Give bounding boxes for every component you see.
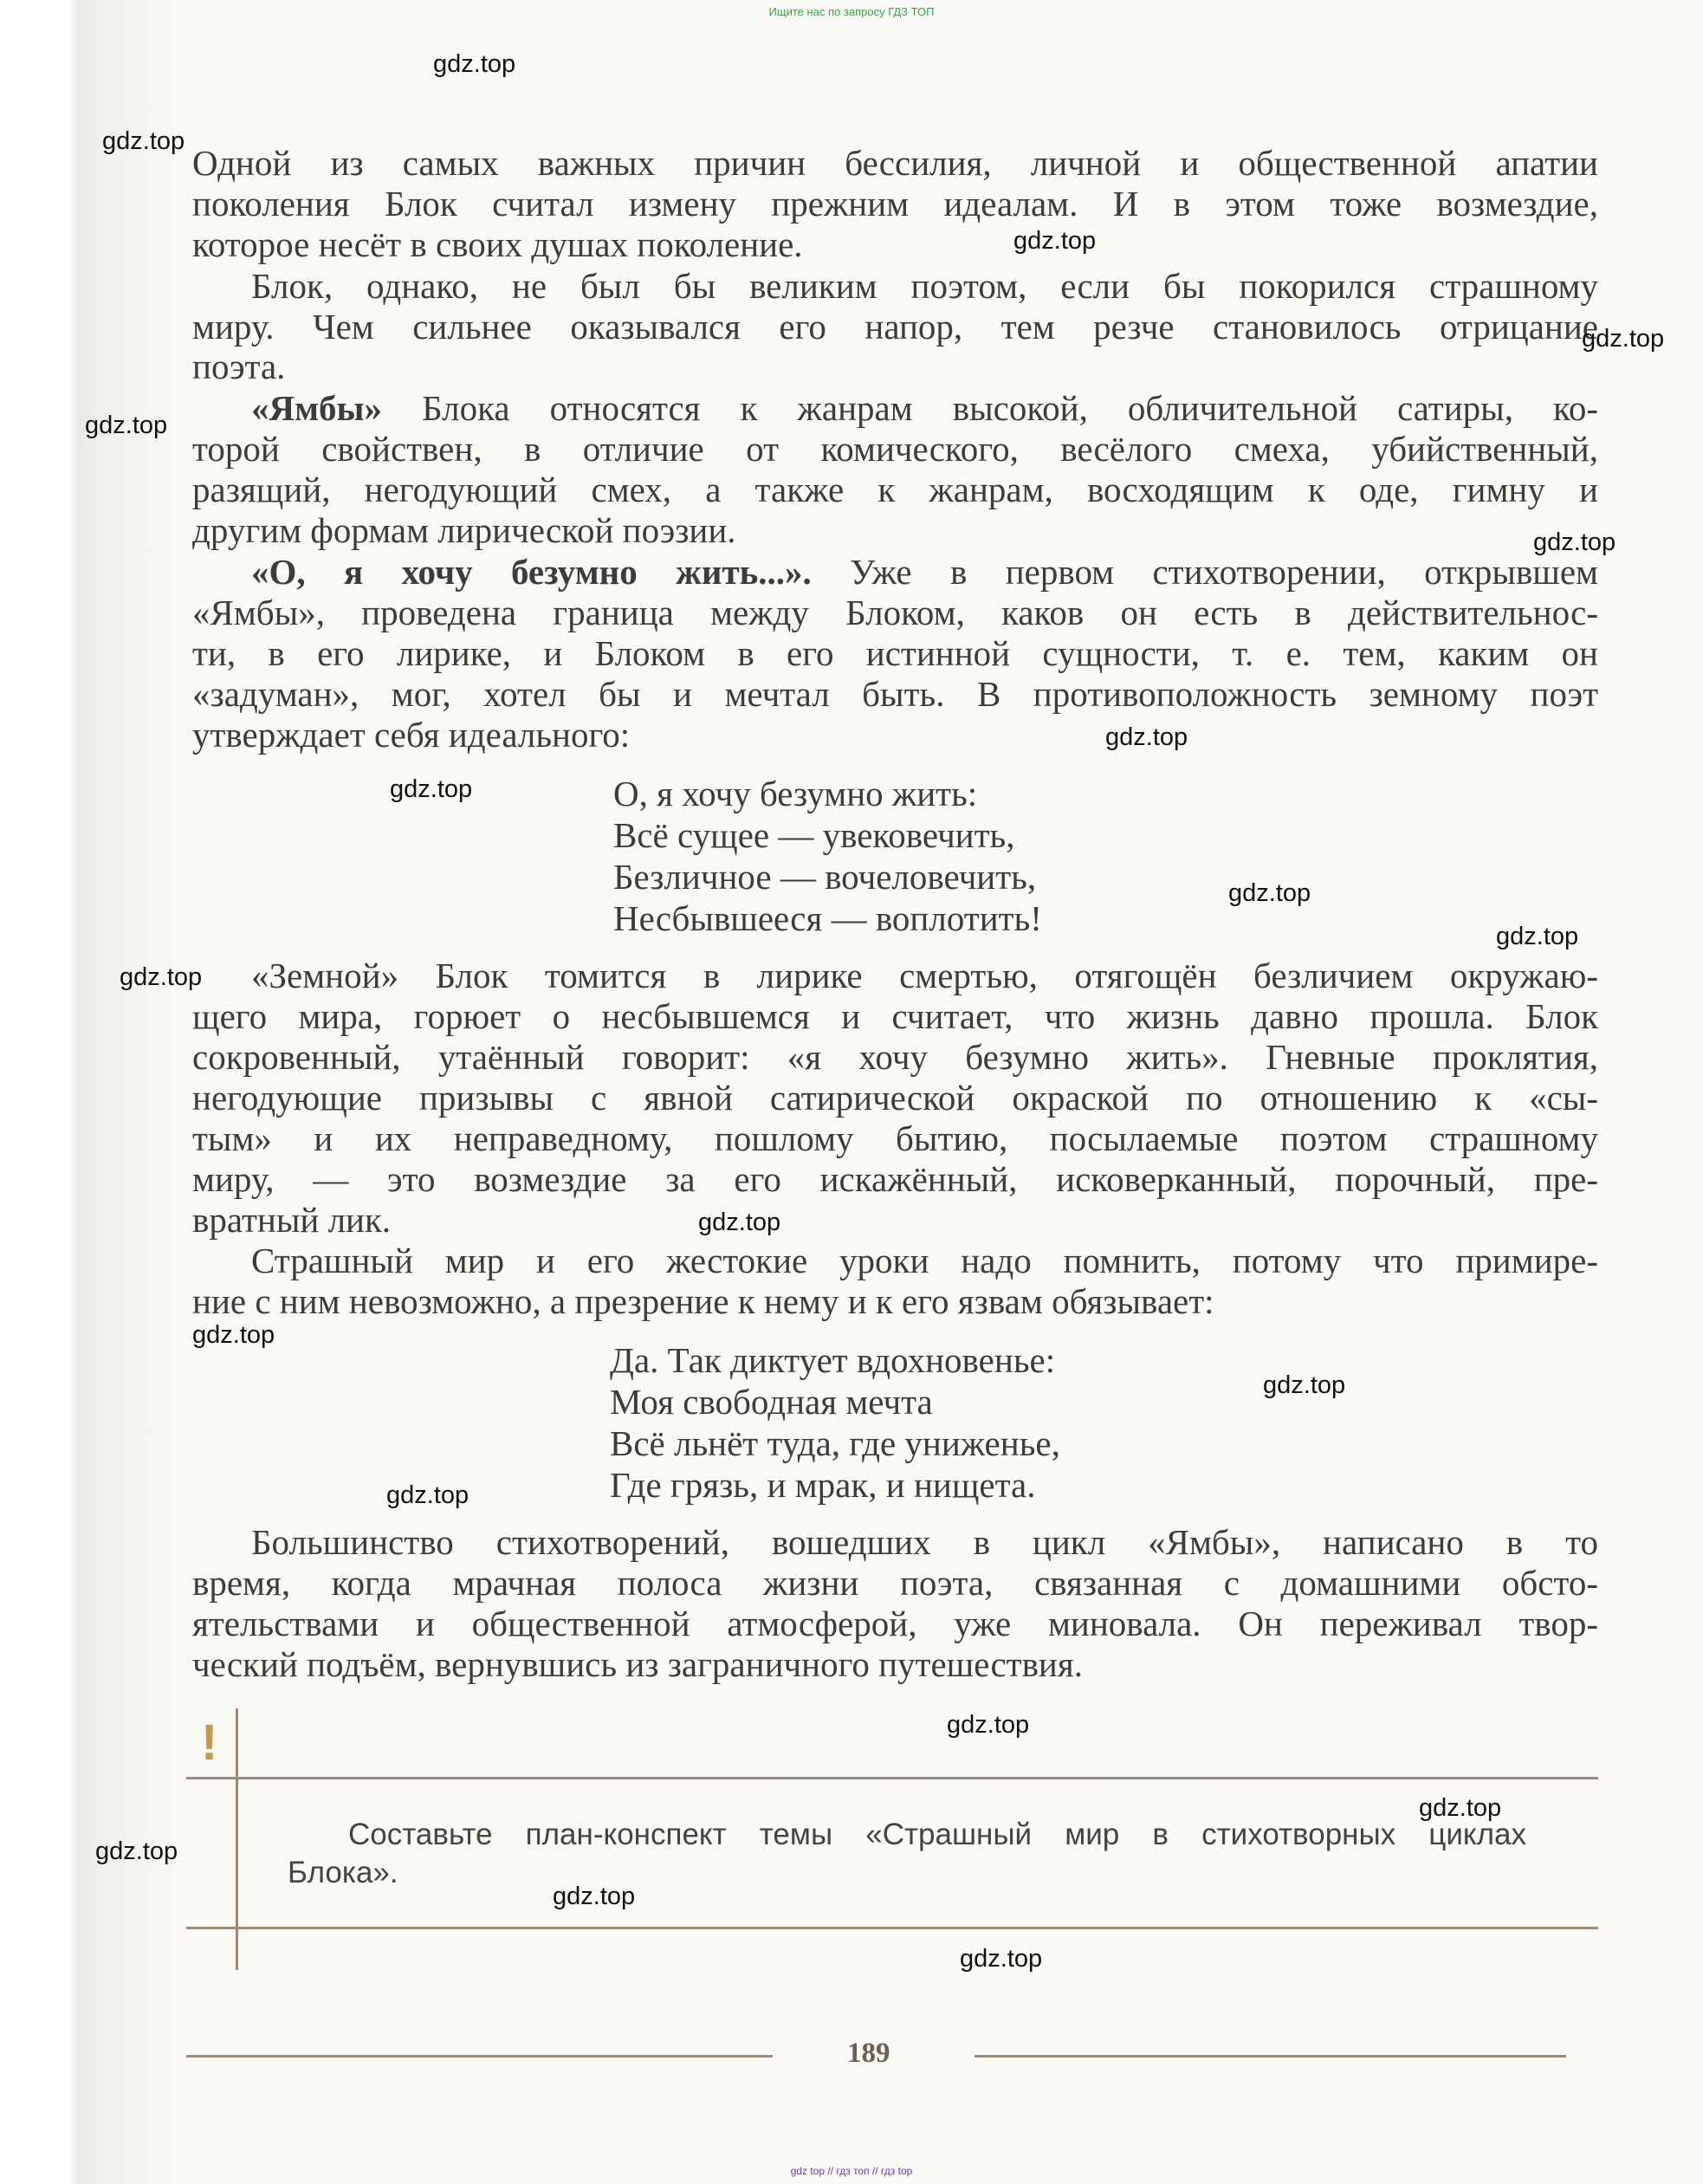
watermark: gdz.top [1263,1371,1346,1399]
text-line: разящий, негодующий смех, а также к жанрам, восходящим к оде, гимну и [192,470,1598,509]
text-line: Блок, однако, не был бы великим поэтом, если бы покорился страшному [251,266,1598,306]
watermark: gdz.top [960,1945,1043,1973]
watermark: gdz.top [386,1481,469,1509]
watermark: gdz.top [85,412,168,439]
text-span: Уже в первом стихотворении, открывшем [811,552,1599,592]
text-line: Одной из самых важных причин бессилия, личной и общественной апатии [192,143,1598,183]
text-line: другим формам лирической поэзии. [192,510,736,550]
text-line: «задуман», мог, хотел бы и мечтал быть. В противоположность земному поэт [192,674,1598,714]
bottom-note: gdz top // гдз топ // гдз top [790,2165,913,2177]
text-line: миру. Чем сильнее оказывался его напор, тем резче становилось отрицание [192,307,1598,347]
text-line: поколения Блок считал измену прежним идеалам. И в этом тоже возмездие, [192,184,1598,224]
text-line: сокровенный, утаённый говорит: «я хочу безумно жить». Гневные проклятия, [192,1037,1598,1077]
poem-line: Да. Так диктует вдохновенье: [610,1340,1056,1380]
watermark: gdz.top [1582,325,1665,353]
text-line: Страшный мир и его жестокие уроки надо помнить, потому что примире- [251,1241,1598,1280]
watermark: gdz.top [698,1209,781,1236]
watermark: gdz.top [1419,1794,1502,1822]
text-line [251,388,1598,429]
text-line: Большинство стихотворений, вошедших в цикл «Ямбы», написано в то [251,1522,1598,1562]
watermark: gdz.top [433,50,516,78]
watermark: gdz.top [947,1711,1030,1739]
text-line: которое несёт в своих душах поколение. [192,224,803,264]
watermark: gdz.top [95,1837,178,1865]
poem-line: Безличное — вочеловечить, [613,857,1037,897]
watermark: gdz.top [120,963,203,991]
task-bottom-rule [186,1927,1598,1929]
watermark: gdz.top [102,127,185,155]
watermark: gdz.top [1013,227,1097,255]
poem-title: «О, я хочу безумно жить...». [251,552,812,592]
text-span: Блока относятся к жанрам высокой, обличительной сатиры, ко- [382,388,1598,428]
watermark: gdz.top [390,775,473,803]
poem-line: Моя свободная мечта [610,1382,933,1422]
text-line: ние с ним невозможно, а презрение к нему и к его язвам обязывает: [192,1281,1214,1321]
text-line: поэта. [192,347,286,386]
text-line: торой свойствен, в отличие от комического, весёлого смеха, убийственный, [192,429,1598,469]
text-line: ческий подъём, вернувшись из заграничного путешествия. [192,1644,1083,1684]
poem-line: Где грязь, и мрак, и нищета. [610,1465,1036,1505]
watermark: gdz.top [192,1321,275,1349]
text-line: щего мира, горюет о несбывшемся и считает, что жизнь давно прошла. Блок [192,996,1598,1036]
footer-rule-left [186,2055,773,2058]
page-number: 189 [847,2038,890,2069]
poem-line: О, я хочу безумно жить: [613,774,978,813]
text-line: тым» и их неправедному, пошлому бытию, посылаемые поэтом страшному [192,1118,1598,1158]
task-text-line: Блока». [288,1856,398,1889]
text-line: вратный лик. [192,1200,392,1240]
top-note: Ищите нас по запросу ГДЗ ТОП [768,5,935,18]
text-line: миру, — это возмездие за его искажённый, исковерканный, порочный, пре- [192,1159,1598,1199]
watermark: gdz.top [1496,923,1579,950]
task-text-line: Составьте план-конспект темы «Страшный мир в стихотворных циклах [348,1818,1526,1851]
text-line: ятельствами и общественной атмосферой, уже миновала. Он переживал твор- [192,1604,1598,1643]
poem-line: Всё льнёт туда, где униженье, [610,1423,1060,1463]
watermark: gdz.top [1105,723,1188,751]
text-line: «Земной» Блок томится в лирике смертью, отягощён безличием окружаю- [251,956,1598,995]
text-line: утверждает себя идеального: [192,715,631,755]
text-line: негодующие призывы с явной сатирической окраской по отношению к «сы- [192,1078,1598,1118]
task-vertical-rule [236,1708,238,1970]
text-line: время, когда мрачная полоса жизни поэта, связанная с домашними обсто- [192,1563,1598,1603]
text-line [251,552,1598,593]
watermark: gdz.top [1228,879,1311,907]
text-line: «Ямбы», проведена граница между Блоком, каков он есть в действительнос- [192,593,1598,632]
exclamation-icon: ! [201,1714,218,1771]
task-top-rule [186,1777,1598,1779]
watermark: gdz.top [553,1883,636,1910]
text-line: ти, в его лирике, и Блоком в его истинной сущности, т. е. тем, каким он [192,633,1598,673]
watermark: gdz.top [1533,528,1616,556]
footer-rule-right [975,2055,1566,2058]
poem-line: Несбывшееся — воплотить! [613,898,1042,938]
yamby-title: «Ямбы» [251,388,383,428]
poem-line: Всё сущее — увековечить, [613,815,1015,855]
